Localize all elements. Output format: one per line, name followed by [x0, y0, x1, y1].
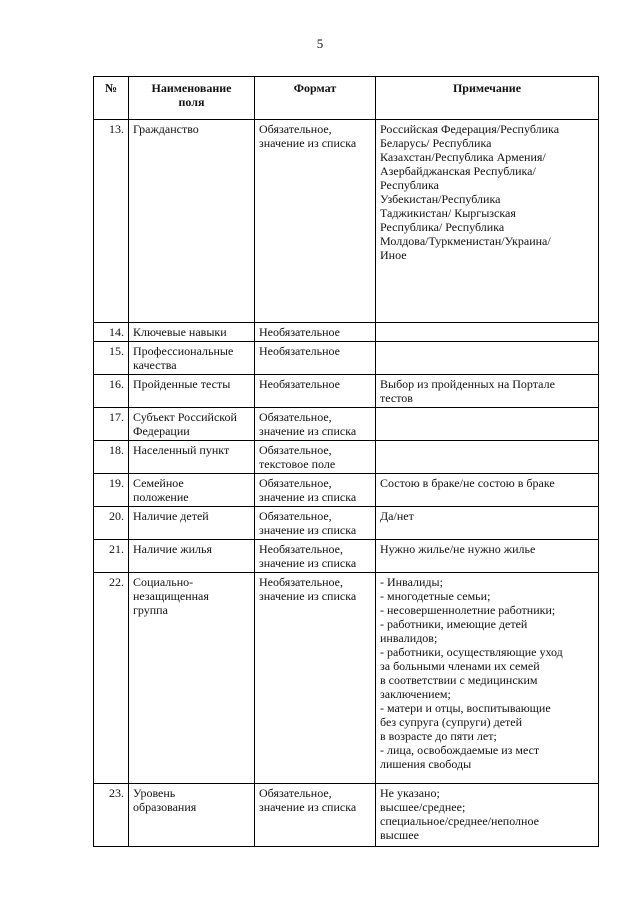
table-row	[94, 507, 599, 540]
table-row	[94, 323, 599, 342]
field-name: Ключевые навыки	[129, 323, 255, 342]
row-number: 19.	[94, 474, 129, 507]
row-number: 16.	[94, 375, 129, 408]
field-name: Пройденные тесты	[129, 375, 255, 408]
table-row	[94, 573, 599, 784]
row-number: 14.	[94, 323, 129, 342]
header-name: Наименование поля	[129, 77, 255, 120]
field-format: Необязательное, значение из списка	[255, 573, 376, 784]
table-header-row	[94, 77, 599, 120]
table-row	[94, 408, 599, 441]
field-format: Обязательное, значение из списка	[255, 474, 376, 507]
field-format: Обязательное, значение из списка	[255, 120, 376, 323]
field-format: Обязательное, значение из списка	[255, 784, 376, 847]
field-note: Состою в браке/не состою в браке	[376, 474, 599, 507]
field-name: Профессиональные качества	[129, 342, 255, 375]
field-format: Необязательное	[255, 342, 376, 375]
field-format: Обязательное, значение из списка	[255, 507, 376, 540]
table-row	[94, 342, 599, 375]
table-row	[94, 784, 599, 847]
field-format: Необязательное	[255, 375, 376, 408]
table-row	[94, 441, 599, 474]
field-note	[376, 323, 599, 342]
field-format: Обязательное, текстовое поле	[255, 441, 376, 474]
table-row	[94, 120, 599, 323]
row-number: 17.	[94, 408, 129, 441]
page-number: 5	[316, 36, 324, 51]
field-format: Обязательное, значение из списка	[255, 408, 376, 441]
field-note: Российская Федерация/Республика Беларусь/ Республика Казахстан/Республика Армения/ Азербайджанская Республика/ Республика Узбекистан/Республика Таджикистан/ Кыргызская Республика/ Республика Молдова/Туркменистан/Украина/ Иное	[376, 120, 599, 323]
field-note: Нужно жилье/не нужно жилье	[376, 540, 599, 573]
field-format: Необязательное, значение из списка	[255, 540, 376, 573]
table-row	[94, 474, 599, 507]
row-number: 23.	[94, 784, 129, 847]
fields-table	[93, 76, 599, 847]
table-row	[94, 540, 599, 573]
field-name: Наличие детей	[129, 507, 255, 540]
header-num: №	[94, 77, 129, 120]
field-note	[376, 408, 599, 441]
field-name: Населенный пункт	[129, 441, 255, 474]
row-number: 21.	[94, 540, 129, 573]
row-number: 18.	[94, 441, 129, 474]
field-format: Необязательное	[255, 323, 376, 342]
header-format: Формат	[255, 77, 376, 120]
header-note: Примечание	[376, 77, 599, 120]
field-name: Семейное положение	[129, 474, 255, 507]
field-note: - Инвалиды; - многодетные семьи; - несовершеннолетние работники; - работники, имеющие детей инвалидов; - работники, осуществляющие уход за больными членами их семей в соответствии с медицинским заключением; - матери и отцы, воспитывающие без супруга (супруги) детей в возрасте до пяти лет; - лица, освобождаемые из мест лишения свободы	[376, 573, 599, 784]
field-note: Не указано; высшее/среднее; специальное/среднее/неполное высшее	[376, 784, 599, 847]
field-name: Уровень образования	[129, 784, 255, 847]
row-number: 13.	[94, 120, 129, 323]
field-name: Наличие жилья	[129, 540, 255, 573]
row-number: 22.	[94, 573, 129, 784]
row-number: 20.	[94, 507, 129, 540]
field-name: Субъект Российской Федерации	[129, 408, 255, 441]
field-note	[376, 342, 599, 375]
field-name: Социально- незащищенная группа	[129, 573, 255, 784]
field-note: Да/нет	[376, 507, 599, 540]
field-note	[376, 441, 599, 474]
table-row	[94, 375, 599, 408]
field-note: Выбор из пройденных на Портале тестов	[376, 375, 599, 408]
field-name: Гражданство	[129, 120, 255, 323]
row-number: 15.	[94, 342, 129, 375]
